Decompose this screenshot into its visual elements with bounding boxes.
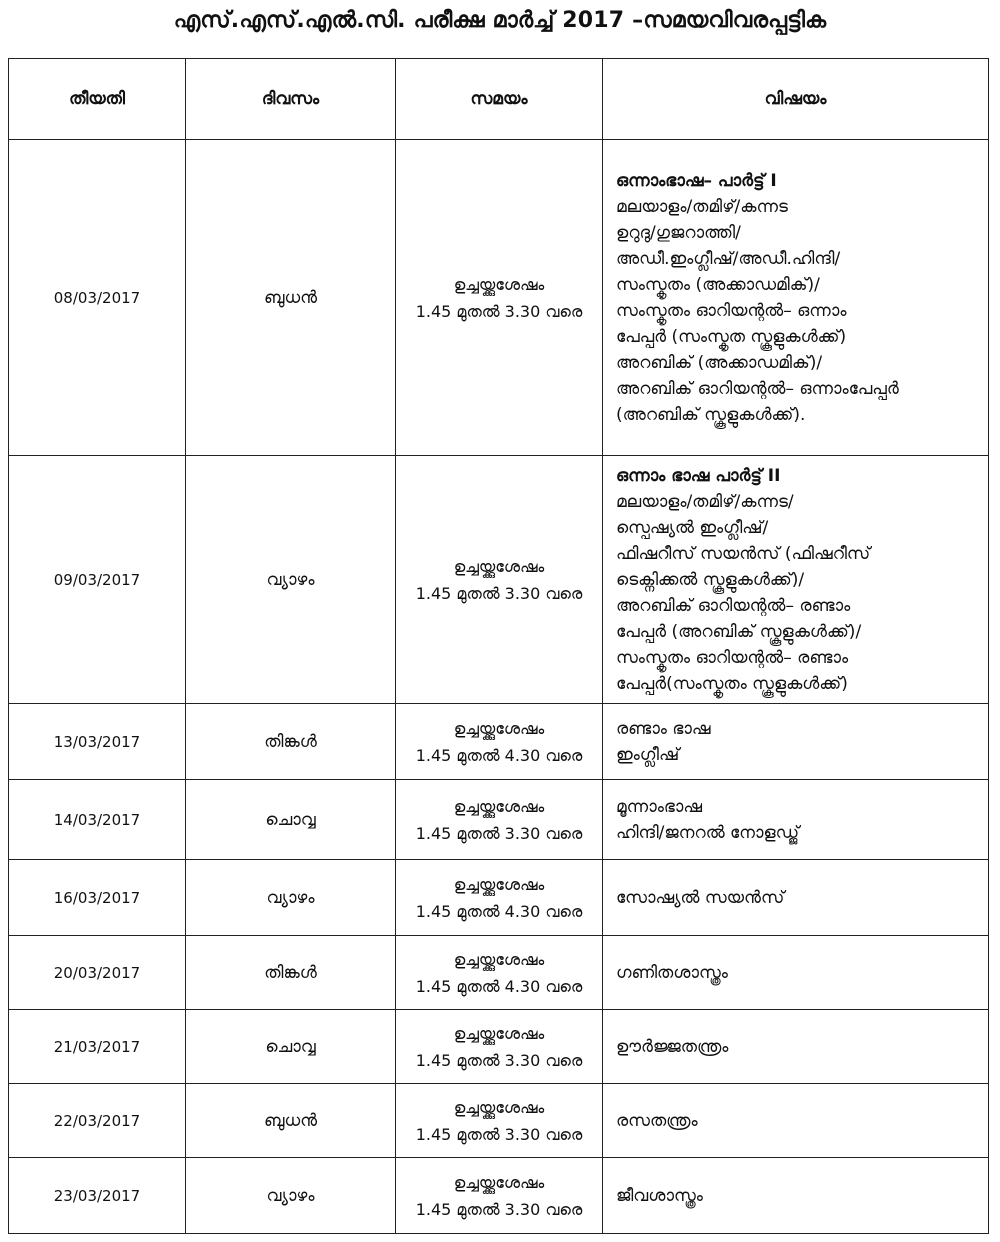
table-row <box>9 1084 989 1158</box>
time-range: 1.45 മുതൽ 3.30 വരെ <box>415 301 583 321</box>
header-row <box>9 59 989 140</box>
subject-line: ഉറുദു/ഗുജറാത്തി/ <box>616 222 741 243</box>
time-range: 1.45 മുതൽ 3.30 വരെ <box>415 1050 583 1070</box>
table-row <box>9 1010 989 1084</box>
time-cell <box>396 456 603 704</box>
subject-line: ഗണിതശാസ്ത്രം <box>616 962 728 983</box>
subject-line: മൂന്നാംഭാഷ <box>616 796 703 817</box>
header-day: ദിവസം <box>186 59 396 140</box>
subject-line: അറബിക് ഓറിയന്റൽ– ഒന്നാംപേപ്പർ <box>616 378 899 399</box>
day-cell: ബുധൻ <box>186 1084 396 1158</box>
header-time: സമയം <box>396 59 603 140</box>
time-label: ഉച്ചയ്ക്കുശേഷം <box>453 1097 545 1117</box>
subject-cell <box>603 456 989 704</box>
date-cell: 23/03/2017 <box>9 1158 186 1234</box>
table-row <box>9 1158 989 1234</box>
subject-line: സംസ്കൃതം ഓറിയന്റൽ– രണ്ടാം <box>616 647 849 668</box>
time-range: 1.45 മുതൽ 3.30 വരെ <box>415 823 583 843</box>
time-label: ഉച്ചയ്ക്കുശേഷം <box>453 949 545 969</box>
page-title: എസ്.എസ്.എൽ.സി. പരീക്ഷ മാർച്ച് 2017 –സമയവിവരപ്പട്ടിക <box>173 8 827 33</box>
time-label: ഉച്ചയ്ക്കുശേഷം <box>453 1023 545 1043</box>
time-label: ഉച്ചയ്ക്കുശേഷം <box>453 556 545 576</box>
subject-line: പേപ്പർ (അറബിക് സ്കൂളുകൾക്ക്)/ <box>616 621 862 642</box>
subject-line: സംസ്കൃതം ഓറിയന്റൽ– ഒന്നാം <box>616 300 847 321</box>
time-cell <box>396 140 603 456</box>
date-cell: 21/03/2017 <box>9 1010 186 1084</box>
table-row <box>9 140 989 456</box>
subject-line: മലയാളം/തമിഴ്/കന്നട <box>616 196 788 217</box>
subject-heading: ഒന്നാംഭാഷ– പാർട്ട് I <box>616 170 777 191</box>
timetable-body <box>9 140 989 1234</box>
time-cell <box>396 1084 603 1158</box>
date-cell: 08/03/2017 <box>9 140 186 456</box>
subject-cell <box>603 704 989 780</box>
day-cell: ചൊവ്വ <box>186 1010 396 1084</box>
subject-line: രസതന്ത്രം <box>616 1110 698 1131</box>
subject-line: അഡീ.ഇംഗ്ലീഷ്/അഡീ.ഹിന്ദി/ <box>616 248 841 269</box>
subject-line: സോഷ്യൽ സയൻസ് <box>616 887 785 908</box>
time-cell <box>396 936 603 1010</box>
date-cell: 09/03/2017 <box>9 456 186 704</box>
time-label: ഉച്ചയ്ക്കുശേഷം <box>453 274 545 294</box>
subject-line: അറബിക് (അക്കാഡമിക്)/ <box>616 352 823 373</box>
header-date: തീയതി <box>9 59 186 140</box>
time-range: 1.45 മുതൽ 4.30 വരെ <box>415 976 583 996</box>
subject-line: ടെക്നിക്കൽ സ്കൂളുകൾക്ക്)/ <box>616 569 805 590</box>
table-row <box>9 936 989 1010</box>
subject-line: ഇംഗ്ലീഷ് <box>616 744 680 765</box>
subject-line: മലയാളം/തമിഴ്/കന്നട/ <box>616 491 794 512</box>
header-subject: വിഷയം <box>603 59 989 140</box>
time-cell <box>396 1158 603 1234</box>
time-range: 1.45 മുതൽ 4.30 വരെ <box>415 901 583 921</box>
table-row <box>9 780 989 860</box>
day-cell: ചൊവ്വ <box>186 780 396 860</box>
subject-cell <box>603 1158 989 1234</box>
subject-line: പേപ്പർ(സംസ്കൃതം സ്കൂളുകൾക്ക്) <box>616 673 848 694</box>
subject-line: പേപ്പർ (സംസ്കൃത സ്കൂളുകൾക്ക്) <box>616 326 847 347</box>
day-cell: വ്യാഴം <box>186 456 396 704</box>
timetable <box>8 58 989 1234</box>
table-row <box>9 704 989 780</box>
time-range: 1.45 മുതൽ 3.30 വരെ <box>415 1124 583 1144</box>
day-cell: ബുധൻ <box>186 140 396 456</box>
time-label: ഉച്ചയ്ക്കുശേഷം <box>453 718 545 738</box>
day-cell: വ്യാഴം <box>186 1158 396 1234</box>
subject-cell <box>603 1084 989 1158</box>
time-range: 1.45 മുതൽ 4.30 വരെ <box>415 745 583 765</box>
subject-cell <box>603 140 989 456</box>
subject-cell <box>603 1010 989 1084</box>
time-cell <box>396 1010 603 1084</box>
time-label: ഉച്ചയ്ക്കുശേഷം <box>453 874 545 894</box>
subject-heading: ഒന്നാം ഭാഷ പാർട്ട് II <box>616 465 781 486</box>
date-cell: 13/03/2017 <box>9 704 186 780</box>
time-label: ഉച്ചയ്ക്കുശേഷം <box>453 796 545 816</box>
date-cell: 22/03/2017 <box>9 1084 186 1158</box>
date-cell: 16/03/2017 <box>9 860 186 936</box>
table-row <box>9 456 989 704</box>
subject-line: ഹിന്ദി/ജനറൽ നോളഡ്ജ് <box>616 822 800 843</box>
time-label: ഉച്ചയ്ക്കുശേഷം <box>453 1172 545 1192</box>
day-cell: തിങ്കൾ <box>186 704 396 780</box>
table-row <box>9 860 989 936</box>
subject-cell <box>603 780 989 860</box>
subject-line: അറബിക് ഓറിയന്റൽ– രണ്ടാം <box>616 595 851 616</box>
subject-line: സംസ്കൃതം (അക്കാഡമിക്)/ <box>616 274 820 295</box>
subject-line: (അറബിക് സ്കൂളുകൾക്ക്). <box>616 404 806 425</box>
subject-line: സ്പെഷ്യൽ ഇംഗ്ലീഷ്/ <box>616 517 769 538</box>
time-cell <box>396 704 603 780</box>
date-cell: 14/03/2017 <box>9 780 186 860</box>
date-cell: 20/03/2017 <box>9 936 186 1010</box>
subject-line: രണ്ടാം ഭാഷ <box>616 718 711 739</box>
subject-line: ഫിഷറീസ് സയൻസ് (ഫിഷറീസ് <box>616 543 871 564</box>
time-range: 1.45 മുതൽ 3.30 വരെ <box>415 1199 583 1219</box>
day-cell: തിങ്കൾ <box>186 936 396 1010</box>
time-range: 1.45 മുതൽ 3.30 വരെ <box>415 583 583 603</box>
day-cell: വ്യാഴം <box>186 860 396 936</box>
time-cell <box>396 780 603 860</box>
subject-cell <box>603 936 989 1010</box>
time-cell <box>396 860 603 936</box>
subject-cell <box>603 860 989 936</box>
subject-line: ജീവശാസ്ത്രം <box>616 1185 703 1206</box>
subject-line: ഊർജ്ജതന്ത്രം <box>616 1036 729 1057</box>
